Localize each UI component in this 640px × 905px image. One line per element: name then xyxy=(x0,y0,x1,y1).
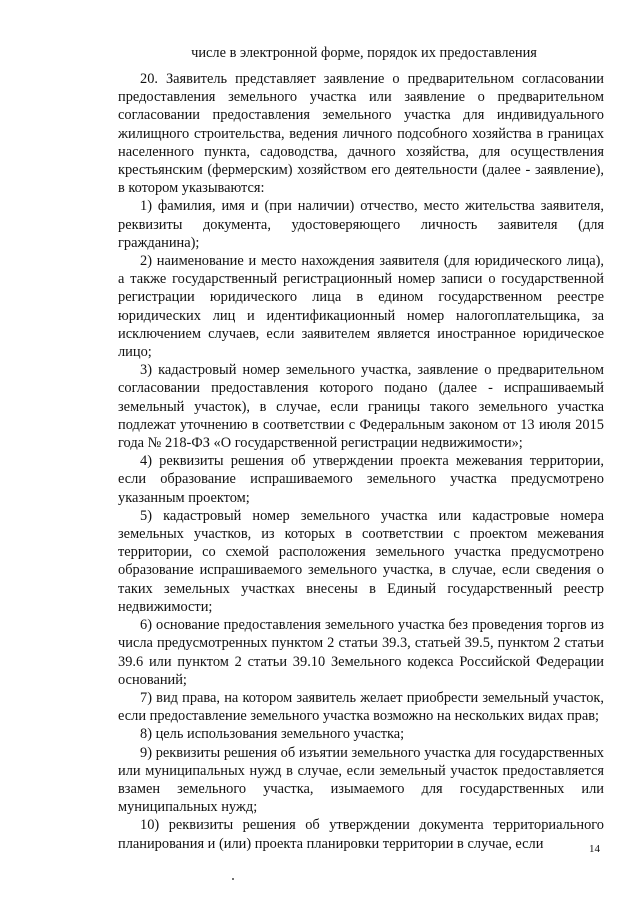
list-item-9: 9) реквизиты решения об изъятии земельного участка для государственных или муниципальных нужд в случае, если земельный участок предоставляется взамен земельного участка, изымаемого для государственных или муниципальных нужд; xyxy=(118,744,604,816)
list-item-4: 4) реквизиты решения об утверждении проекта межевания территории, если образование испрашиваемого земельного участка предусмотрено указанным проектом; xyxy=(118,453,604,506)
paragraph-20: 20. Заявитель представляет заявление о предварительном согласовании предоставления земельного участка или заявление о предварительном согласовании предоставления земельного участка для индивидуального жилищного строительства, ведения личного подсобного хозяйства в границах населенного пункта, садоводства, дачного хозяйства, для осуществления крестьянским (фермерским) хозяйством его деятельности (далее - заявление), в котором указываются: xyxy=(118,71,604,197)
page-header-continuation: числе в электронной форме, порядок их предоставления xyxy=(191,45,537,61)
scan-speck xyxy=(232,878,234,880)
list-item-6: 6) основание предоставления земельного участка без проведения торгов из числа предусмотренных пунктом 2 статьи 39.3, статьей 39.5, пунктом 2 статьи 39.6 или пунктом 2 статьи 39.10 Земельного кодекса Российской Федерации оснований; xyxy=(118,617,604,688)
list-item-3: 3) кадастровый номер земельного участка, заявление о предварительном согласовании предоставления которого подано (далее - испрашиваемый земельный участок), в случае, если границы такого земельного участка подлежат уточнению в соответствии с Федеральным законом от 13 июля 2015 года № 218-ФЗ «О государственной регистрации недвижимости»; xyxy=(118,362,604,452)
document-body xyxy=(118,70,604,853)
list-item-8: 8) цель использования земельного участка; xyxy=(140,726,405,743)
list-item-5: 5) кадастровый номер земельного участка или кадастровые номера земельных участков, из которых в соответствии с проектом межевания территории, со схемой расположения земельного участка предусмотрено образование испрашиваемого земельного участка, в случае, если сведения о таких земельных участках внесены в Единый государственный реестр недвижимости; xyxy=(118,507,604,615)
list-item-2: 2) наименование и место нахождения заявителя (для юридического лица), а также государственный регистрационный номер записи о государственной регистрации юридического лица в едином государственном реестре юридических лиц и идентификационный номер налогоплательщика, за исключением случаев, если заявителем является иностранное юридическое лицо; xyxy=(118,253,604,361)
page-number: 14 xyxy=(589,843,600,855)
list-item-7: 7) вид права, на котором заявитель желает приобрести земельный участок, если предоставление земельного участка возможно на нескольких видах прав; xyxy=(118,689,604,725)
list-item-10: 10) реквизиты решения об утверждении документа территориального планирования и (или) проекта планировки территории в случае, если xyxy=(118,817,604,852)
list-item-1: 1) фамилия, имя и (при наличии) отчество, место жительства заявителя, реквизиты документа, удостоверяющего личность заявителя (для гражданина); xyxy=(118,198,604,251)
